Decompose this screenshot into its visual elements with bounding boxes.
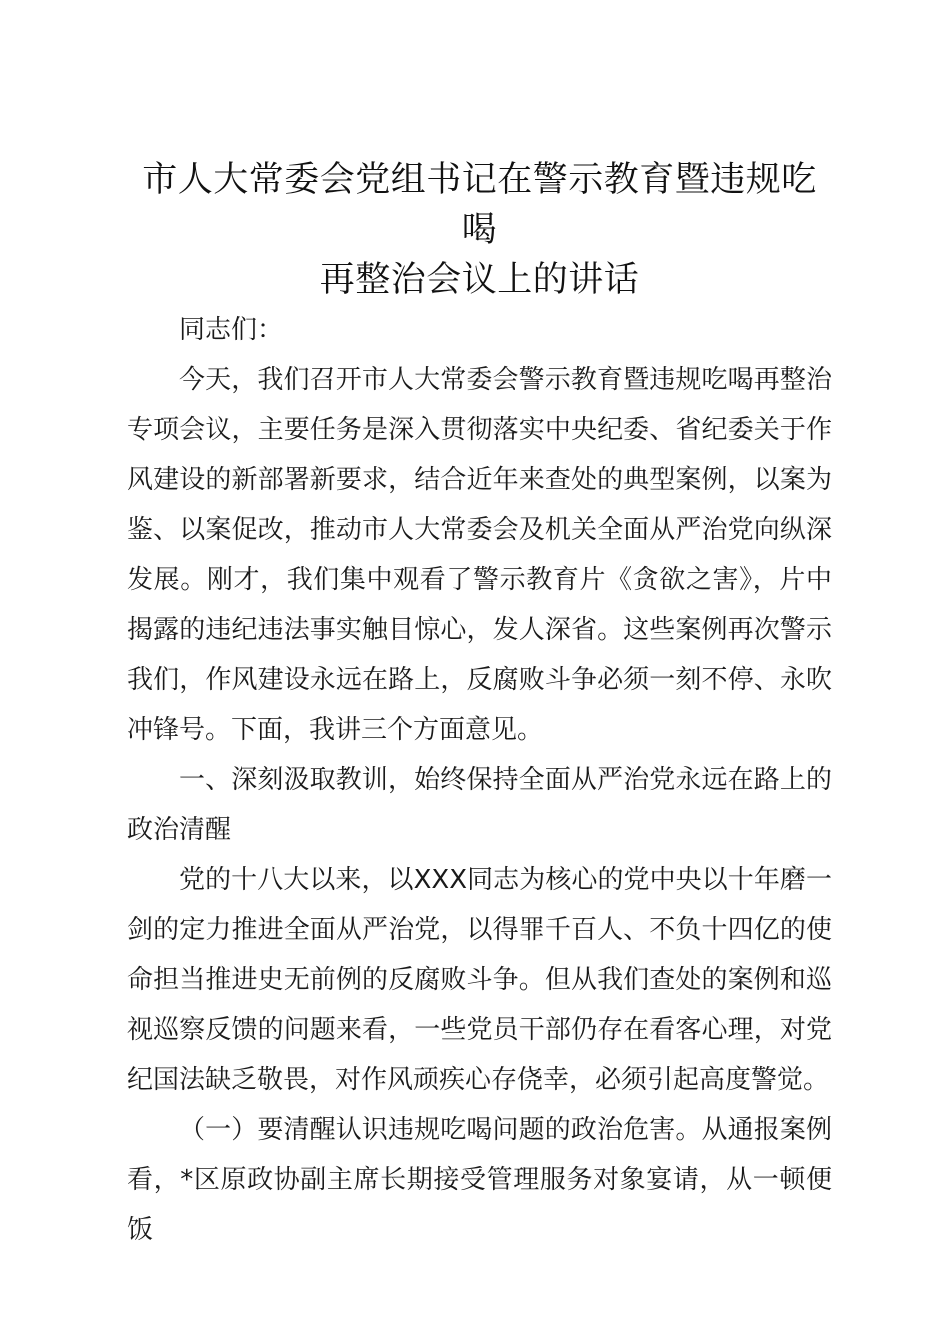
title-line-1: 市人大常委会党组书记在警示教育暨违规吃喝 (142, 160, 817, 250)
document-title (127, 155, 832, 305)
section-heading-1: 一、深刻汲取教训，始终保持全面从严治党永远在路上的政治清醒 (127, 765, 832, 845)
title-line-2: 再整治会议上的讲话 (319, 260, 640, 300)
document-page (127, 155, 832, 1255)
paragraph-section-1: 党的十八大以来，以XXX同志为核心的党中央以十年磨一剑的定力推进全面从严治党，以得罪千百人、不负十四亿的使命担当推进史无前例的反腐败斗争。但从我们查处的案例和巡视巡察反馈的问题来看，一些党员干部仍存在看客心理，对党纪国法缺乏敬畏，对作风顽疾心存侥幸，必须引起高度警觉。 (127, 865, 832, 1095)
salutation: 同志们： (179, 315, 284, 345)
paragraph-intro: 今天，我们召开市人大常委会警示教育暨违规吃喝再整治专项会议，主要任务是深入贯彻落实中央纪委、省纪委关于作风建设的新部署新要求，结合近年来查处的典型案例，以案为鉴、以案促改，推动市人大常委会及机关全面从严治党向纵深发展。刚才，我们集中观看了警示教育片《贪欲之害》，片中揭露的违纪违法事实触目惊心，发人深省。这些案例再次警示我们，作风建设永远在路上，反腐败斗争必须一刻不停、永吹冲锋号。下面，我讲三个方面意见。 (127, 365, 832, 745)
paragraph-subsection-1: （一）要清醒认识违规吃喝问题的政治危害。从通报案例看，*区原政协副主席长期接受管理服务对象宴请，从一顿便饭 (127, 1115, 832, 1245)
